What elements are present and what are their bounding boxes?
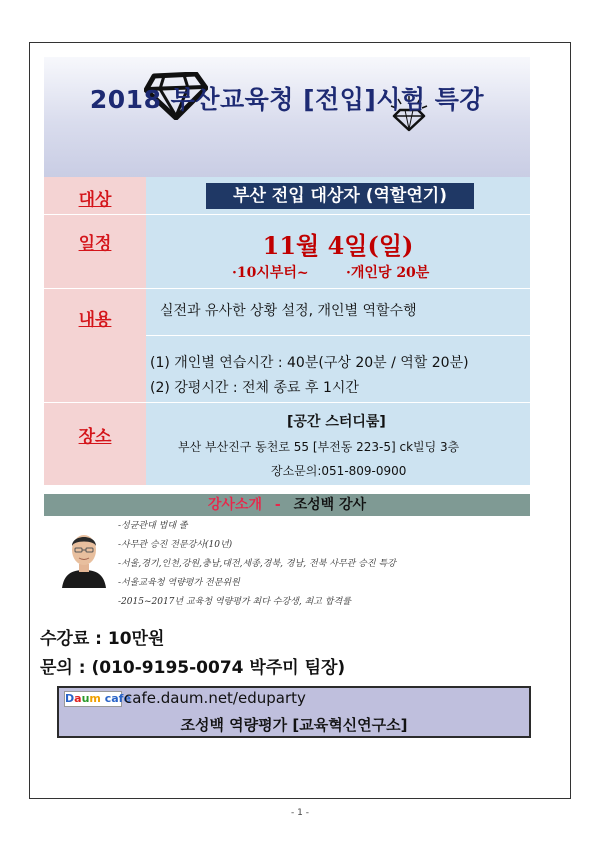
schedule-date: 11월 4일(일) <box>262 231 414 260</box>
schedule-label: 일정 <box>78 234 112 254</box>
lecturer-section-label: 강사소개 <box>207 497 263 513</box>
lecturer-photo <box>58 524 110 588</box>
schedule-time: ·10시부터~ <box>232 265 309 281</box>
schedule-per-person: ·개인당 20분 <box>346 265 430 281</box>
content-line-1: 실전과 유사한 상황 설정, 개인별 역할수행 <box>160 303 417 319</box>
inquiry-text: 문의 : (010-9195-0074 박주미 팀장) <box>40 658 346 678</box>
row-divider <box>146 335 530 336</box>
bio-line-1: -성균관대 법대 졸 <box>118 521 188 531</box>
content-line-2: (1) 개인별 연습시간 : 40분(구상 20분 / 역할 20분) <box>150 355 469 371</box>
place-contact: 장소문의:051-809-0900 <box>271 464 407 478</box>
row-divider <box>44 214 530 215</box>
bio-line-4: -서울교육청 역량평가 전문위원 <box>118 578 240 588</box>
place-address: 부산 부산진구 동천로 55 [부전동 223-5] ck빌딩 3층 <box>178 440 460 454</box>
daum-cafe-logo: Daum cafe <box>65 692 131 705</box>
page-title: 2018 부산교육청 [전입]시험 특강 <box>89 85 485 114</box>
cafe-url-link[interactable]: cafe.daum.net/eduparty <box>124 689 306 707</box>
fee-text: 수강료 : 10만원 <box>40 629 165 649</box>
cafe-name: 조성백 역량평가 [교육혁신연구소] <box>180 716 408 734</box>
row-divider <box>44 288 530 289</box>
bio-line-2: -사무관 승진 전문강사(10년) <box>118 540 233 550</box>
content-label: 내용 <box>78 310 112 330</box>
lecturer-bar <box>44 494 530 516</box>
row-divider <box>44 402 530 403</box>
lecturer-name: 조성백 강사 <box>293 497 367 513</box>
bio-line-3: -서울,경기,인천,강원,충남,대전,세종,경북, 경남, 전북 사무관 승진 특강 <box>118 559 396 569</box>
place-name: [공간 스터디룸] <box>287 414 386 430</box>
page-number: - 1 - <box>291 808 309 818</box>
bio-line-5: -2015~2017년 교육청 역량평가 최다 수강생, 최고 합격률 <box>118 597 351 607</box>
lecturer-separator: - <box>274 497 281 513</box>
target-value: 부산 전입 대상자 (역할연기) <box>206 183 474 209</box>
content-line-3: (2) 강평시간 : 전체 종료 후 1시간 <box>150 380 359 396</box>
place-label: 장소 <box>78 427 112 447</box>
header-banner <box>44 57 530 178</box>
target-label: 대상 <box>78 190 112 210</box>
